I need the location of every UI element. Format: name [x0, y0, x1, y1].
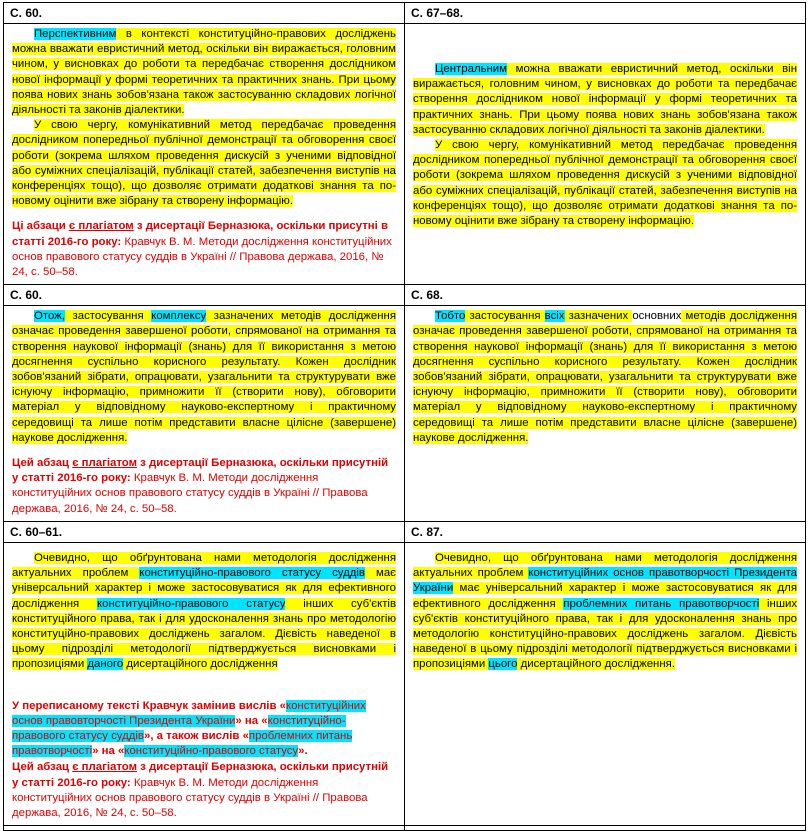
paragraph	[413, 62, 797, 138]
page-ref-right: С. 87.	[405, 521, 806, 542]
matched-text: інших суб'єктів конституційного права, так і для удосконалення знань про методологію конституційно-правових досліджень загалом. Дієвість наведеної в цьому підрозділі методології підтверджується висновками і пропозиціями	[413, 597, 798, 671]
comparison-table	[3, 2, 806, 831]
left-text-cell	[4, 306, 405, 522]
matched-text: дисертаційного дослідження.	[517, 658, 675, 671]
unmatched-word: основних	[632, 310, 682, 323]
table-row	[4, 24, 806, 285]
note-text: з дисертації Берназюка, оскільки присутній у статті 2016-го року:	[12, 457, 389, 485]
continuation-cell	[405, 826, 806, 831]
note-phrase: конституційно-правового статусу суддів	[12, 714, 346, 742]
plagiarism-note	[12, 760, 396, 821]
changed-word: Тобто	[435, 310, 466, 323]
note-text: з дисертації Берназюка, оскільки присутній у статті 2016-го року:	[12, 761, 389, 789]
note-citation: Кравчук В. М. Методи дослідження конституційних основ правового статусу суддів в Україні // Правова держава, 2016, № 24, с. 50–58.	[12, 776, 368, 819]
continuation-cell	[4, 826, 405, 831]
paragraph	[413, 309, 797, 446]
page-ref-left: С. 60–61.	[4, 521, 405, 542]
table-row-continuation	[4, 826, 806, 831]
note-text: Цей абзац	[12, 457, 73, 470]
changed-word: Отож,	[34, 310, 65, 323]
note-emphasis: є плагіатом	[68, 220, 134, 233]
plagiarism-note	[12, 219, 396, 280]
change-note	[12, 699, 396, 760]
note-phrase: конституційно-правового статусу	[124, 745, 299, 758]
page-ref-left: С. 60.	[4, 285, 405, 306]
changed-word: Центральним	[435, 63, 508, 75]
paragraph	[12, 309, 396, 446]
note-phrase: проблемних питань правотворчості	[12, 729, 353, 758]
note-text: ».	[298, 745, 308, 758]
changed-phrase: конституційно-правового статусу суддів	[139, 567, 365, 580]
right-text-cell	[405, 542, 806, 825]
plagiarism-note	[12, 456, 396, 517]
note-text: У переписаному тексті Кравчук замінив вислів «	[12, 699, 286, 712]
note-text: з дисертації Берназюка, оскільки присутні в статті 2016-го року:	[12, 220, 388, 248]
page-ref-right: С. 68.	[405, 285, 806, 306]
matched-text: в контексті конституційно-правових досліджень можна вважати евристичний метод, оскільки він виражається, головним чином, у висновках до роботи та передбачає створення дослідником нової інформації у формі теоретичних та практичних знань. При цьому поява нових знань зобов'язана також застосуванню складових логічної діяльності та законів діалектики.	[12, 28, 396, 117]
paragraph	[413, 138, 797, 229]
matched-text: інших суб'єктів конституційного права, так і для удосконалення знань про методологію конституційно-правових досліджень загалом. Дієвість наведеної в цьому підрозділі методології підтверджується висновками і пропозиціями	[12, 597, 396, 671]
changed-word: всіх	[544, 310, 565, 323]
page-ref-right: С. 67–68.	[405, 3, 806, 24]
paragraph	[12, 27, 396, 118]
left-text-cell	[4, 24, 405, 285]
note-text: », а також вислів «	[143, 729, 249, 742]
page-ref-left: С. 60.	[4, 3, 405, 24]
matched-text: дисертаційного дослідження	[123, 658, 278, 671]
matched-text: У свою чергу, комунікативний метод передбачає проведення дослідником попередньої публічної демонстрації та обговорення своєї роботи (зокрема шляхом проведення дискусій з ученими відповідної або суміжних спеціалізацій, публікації статей, забезпечення виступів на конференціях тощо), що дозволяє отримати додаткові знання та по-новому оцінити вже зібрану та створену інформацію.	[12, 119, 396, 208]
table-row-header	[4, 285, 806, 306]
paragraph	[12, 551, 396, 673]
changed-phrase: конституційно-правового статусу	[97, 597, 286, 610]
matched-text: можна вважати евристичний метод, оскільки він виражається, головним чином, у висновках до роботи та передбачає створення дослідником нової інформації у формі теоретичних та практичних знань. При цьому поява нових знань зобов'язана також застосуванню складових логічної діяльності та законів діалектики.	[413, 63, 797, 136]
table-row-header	[4, 3, 806, 24]
matched-text: має універсальний характер і може застосовуватися як для ефективного дослідження	[413, 582, 797, 610]
note-text: Цей абзац	[12, 761, 73, 774]
changed-word: Перспективним	[34, 28, 117, 40]
matched-text: Очевидно, що обґрунтована нами методологія дослідження актуальних проблем	[12, 551, 396, 580]
changed-phrase: проблемних питань правотворчості	[563, 597, 760, 610]
changed-word: комплексу	[151, 310, 207, 323]
note-emphasis: є плагіатом	[72, 761, 138, 774]
matched-text: методів дослідження означає проведення завершеної роботи, спрямованої на отримання та створення наукової інформації (знань) для її використання з метою досягнення суспільно корисного результату. Кожен дослідник зобов'язаний зібрати, опрацювати, узагальнити та структурувати вже існуючу інформацію, примножити її (створити нову), обговорити матеріал у відповідному науково-експертному і практичному середовищі та лише потім представити власне цілісне (завершене) наукове дослідження.	[413, 310, 797, 444]
note-text: Ці абзаци	[12, 220, 69, 233]
note-text: » на «	[92, 745, 125, 758]
table-row	[4, 306, 806, 522]
changed-word: даного	[87, 658, 124, 671]
matched-text: застосування	[64, 310, 152, 323]
changed-word: цього	[488, 658, 518, 671]
note-emphasis: є плагіатом	[72, 457, 138, 470]
note-citation: Кравчук В. М. Методи дослідження конституційних основ правового статусу суддів в Україні // Правова держава, 2016, № 24, с. 50–58.	[12, 235, 392, 279]
matched-text: Очевидно, що обґрунтована нами методологія дослідження актуальних проблем	[413, 551, 797, 580]
note-phrase: конституційних основ правовторчості Президента України	[12, 699, 366, 727]
note-citation: Кравчук В. М. Методи дослідження конституційних основ правового статусу суддів в Україні // Правова держава, 2016, № 24, с. 50–58.	[12, 472, 368, 515]
right-text-cell	[405, 24, 806, 285]
left-text-cell	[4, 542, 405, 825]
table-row-header	[4, 521, 806, 542]
right-text-cell	[405, 306, 806, 522]
note-text: » на «	[235, 714, 268, 727]
matched-text: застосування	[465, 310, 545, 323]
matched-text: зазначених методів дослідження означає проведення завершеної роботи, спрямованої на отримання та створення наукової інформації (знань) для її використання з метою досягнення суспільно корисного результату. Кожен дослідник зобов'язаний зібрати, опрацювати, узагальнити та структурувати вже існуючу інформацію, примножити її (створити нову), обговорити матеріал у відповідному науково-експертному і практичному середовищі та лише потім представити власне цілісне (завершене) наукове дослідження.	[12, 310, 396, 444]
paragraph	[12, 118, 396, 209]
matched-text: У свою чергу, комунікативний метод передбачає проведення дослідником попередньої публічної демонстрації та обговорення своєї роботи (зокрема шляхом проведення дискусій з ученими відповідної або суміжних спеціалізацій, публікації статей, забезпечення виступів на конференціях тощо), що дозволяє отримати додаткові знання та по-новому оцінити вже зібрану та створену інформацію.	[413, 139, 797, 228]
paragraph	[413, 551, 797, 673]
changed-phrase: конституційних основ правотворчості Президента України	[413, 567, 797, 595]
table-row	[4, 542, 806, 825]
matched-text: має універсальний характер і може застосовуватися як для ефективного дослідження	[12, 567, 396, 610]
matched-text: зазначених	[564, 310, 633, 323]
